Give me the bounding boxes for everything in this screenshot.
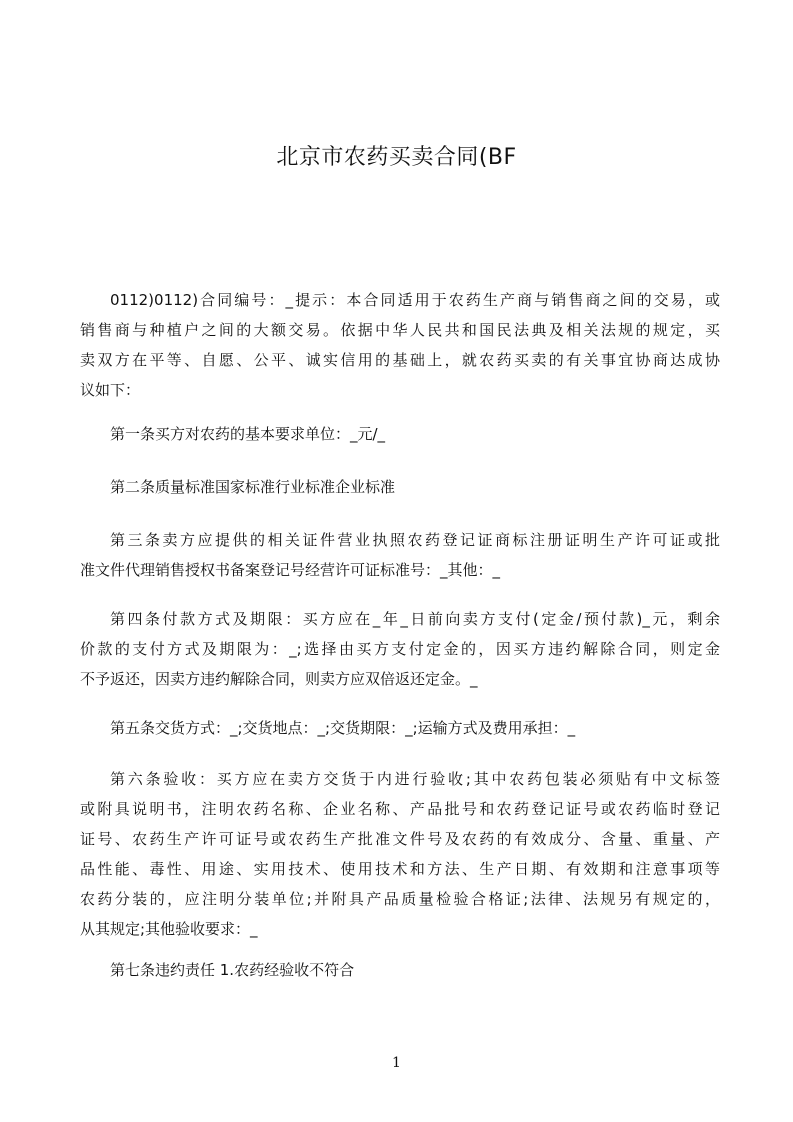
text-line: 卖双方在平等、自愿、公平、诚实信用的基础上，就农药买卖的有关事宜协商达成协 (80, 351, 720, 369)
text-line: 第三条卖方应提供的相关证件营业执照农药登记证商标注册证明生产许可证或批 (110, 531, 720, 549)
text-line: 第四条付款方式及期限：买方应在_年_日前向卖方支付(定金/预付款)_元，剩余 (110, 610, 720, 628)
page-number: 1 (392, 1055, 401, 1071)
text-line: 价款的支付方式及期限为：_;选择由买方支付定金的，因买方违约解除合同，则定金 (80, 640, 720, 658)
text-line: 销售商与种植户之间的大额交易。依据中华人民共和国民法典及相关法规的规定，买 (80, 321, 720, 339)
article-3-paragraph (80, 525, 720, 585)
text-line: 农药分装的，应注明分装单位;并附具产品质量检验合格证;法律、法规另有规定的， (80, 890, 720, 908)
intro-paragraph (80, 285, 720, 405)
text-line: 从其规定;其他验收要求：_ (80, 920, 258, 938)
text-line: 或附具说明书，注明农药名称、企业名称、产品批号和农药登记证号或农药临时登记 (80, 800, 720, 818)
article-5-paragraph (80, 713, 720, 743)
article-7-paragraph (80, 955, 720, 985)
text-line: 第五条交货方式：_;交货地点：_;交货期限：_;运输方式及费用承担：_ (110, 719, 576, 737)
article-2-paragraph (80, 472, 720, 502)
text-line: 第六条验收：买方应在卖方交货于内进行验收;其中农药包装必须贴有中文标签 (110, 770, 720, 788)
text-line: 证号、农药生产许可证号或农药生产批准文件号及农药的有效成分、含量、重量、产 (80, 830, 720, 848)
text-line: 品性能、毒性、用途、实用技术、使用技术和方法、生产日期、有效期和注意事项等 (80, 860, 720, 878)
text-line: 0112)0112)合同编号：_提示：本合同适用于农药生产商与销售商之间的交易，或 (110, 291, 720, 309)
text-line: 议如下： (80, 381, 141, 399)
text-line: 准文件代理销售授权书备案登记号经营许可证标准号：_其他：_ (80, 561, 501, 579)
text-line: 不予返还，因卖方违约解除合同，则卖方应双倍返还定金。_ (80, 670, 478, 688)
text-line: 第二条质量标准国家标准行业标准企业标准 (110, 478, 396, 496)
text-line: 第七条违约责任 1.农药经验收不符合 (110, 961, 355, 979)
article-1-paragraph (80, 419, 720, 449)
document-title: 北京市农药买卖合同(BF (276, 145, 517, 170)
article-4-paragraph (80, 604, 720, 694)
text-line: 第一条买方对农药的基本要求单位：_元/_ (110, 425, 386, 443)
article-6-paragraph (80, 764, 720, 944)
